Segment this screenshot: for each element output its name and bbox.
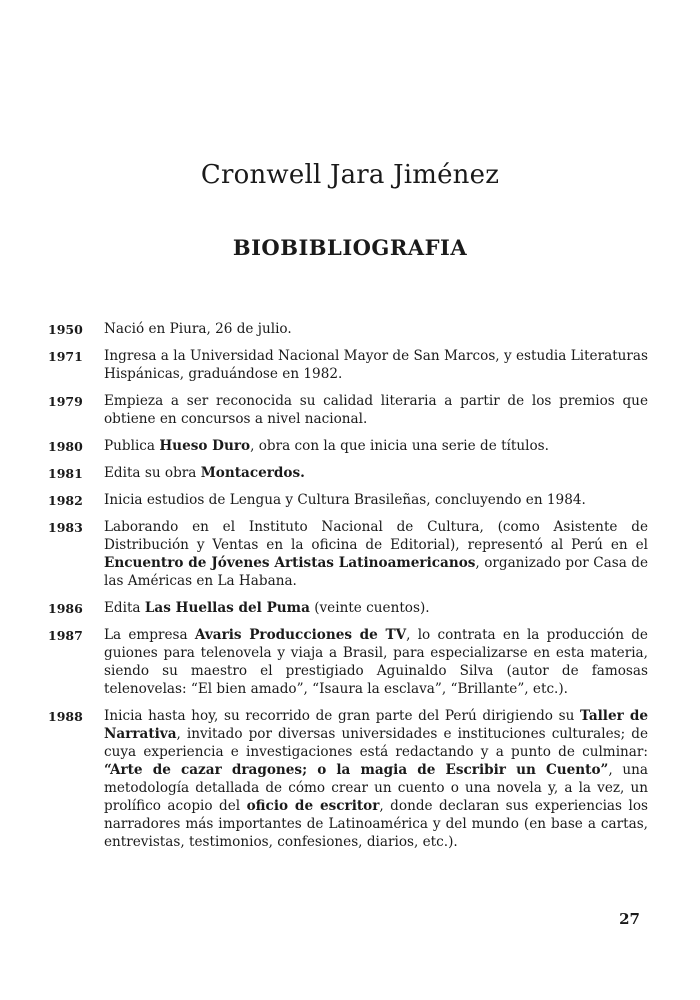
entry-year: 1950 — [48, 322, 83, 337]
entry-text-segment: La empresa — [104, 627, 195, 643]
entry-text-segment: Laborando en el Instituto Nacional de Cultura, (como Asistente de Distribución y Ventas en la oficina de Editorial), representó al Perú en el — [104, 519, 648, 553]
chronology-entry — [48, 320, 648, 338]
entry-text-segment: , obra con la que inicia una serie de títulos. — [250, 438, 549, 454]
entry-text-segment: Inicia estudios de Lengua y Cultura Brasileñas, concluyendo en 1984. — [104, 492, 586, 508]
entry-text — [104, 599, 648, 617]
entry-text — [104, 491, 648, 509]
entry-text-segment: Inicia hasta hoy, su recorrido de gran parte del Perú dirigiendo su — [104, 708, 581, 724]
entry-text — [104, 707, 648, 851]
page-number: 27 — [619, 910, 640, 928]
chronology-entry — [48, 491, 648, 509]
entry-year: 1987 — [48, 628, 83, 643]
entry-text-segment: Ingresa a la Universidad Nacional Mayor de San Marcos, y estudia Literaturas Hispánicas, graduándose en 1982. — [104, 348, 648, 382]
entry-text — [104, 320, 648, 338]
entry-title-bold: Taller de Narrativa — [104, 708, 648, 742]
entry-text-segment: Empieza a ser reconocida su calidad literaria a partir de los premios que obtiene en concursos a nivel nacional. — [104, 393, 648, 427]
entry-text-segment: Publica — [104, 438, 160, 454]
entry-year: 1979 — [48, 394, 83, 409]
section-heading: BIOBIBLIOGRAFIA — [232, 235, 468, 260]
chronology-entry — [48, 437, 648, 455]
entry-text-segment: , una metodología detallada de cómo crear un cuento o una novela y, a la vez, un prolífico acopio del — [104, 762, 648, 814]
entry-year: 1982 — [48, 493, 83, 508]
entry-text — [104, 464, 648, 482]
entry-title-bold: oficio de escritor — [246, 798, 380, 814]
chronology-entry — [48, 626, 648, 698]
entry-text-segment: , lo contrata en la producción de guiones para telenovela y viaja a Brasil, para especializarse en esta materia, siendo su maestro el prestigiado Aguinaldo Silva (autor de famosas telenovelas: “El bien amado”, “Isaura la esclava”, “Brillante”, etc.). — [104, 627, 648, 697]
chronology-list — [48, 320, 648, 860]
entry-text-segment: , organizado por Casa de las Américas en La Habana. — [104, 555, 648, 589]
chronology-entry — [48, 599, 648, 617]
entry-text-segment: Nació en Piura, 26 de julio. — [104, 321, 292, 337]
entry-text-segment: Edita su obra — [104, 465, 201, 481]
entry-text — [104, 437, 648, 455]
entry-year: 1981 — [48, 466, 83, 481]
entry-text-segment: Edita — [104, 600, 145, 616]
entry-title-bold: Encuentro de Jóvenes Artistas Latinoamericanos — [104, 555, 476, 571]
entry-text-segment: , invitado por diversas universidades e instituciones culturales; de cuya experiencia e investigaciones está redactando y a punto de culminar: — [104, 726, 648, 760]
entry-year: 1980 — [48, 439, 83, 454]
entry-title-bold: Avaris Producciones de TV — [194, 627, 407, 643]
entry-text-segment: , donde declaran sus experiencias los narradores más importantes de Latinoamérica y del mundo (en base a cartas, entrevistas, testimonios, confesiones, diarios, etc.). — [104, 798, 648, 850]
entry-text — [104, 518, 648, 590]
entry-year: 1988 — [48, 709, 83, 724]
entry-title-bold: Montacerdos. — [200, 465, 305, 481]
chronology-entry — [48, 518, 648, 590]
entry-title-bold: Las Huellas del Puma — [144, 600, 310, 616]
entry-text — [104, 392, 648, 428]
chronology-entry — [48, 392, 648, 428]
chronology-entry — [48, 707, 648, 851]
entry-text — [104, 626, 648, 698]
chronology-entry — [48, 347, 648, 383]
entry-year: 1971 — [48, 349, 83, 364]
entry-text — [104, 347, 648, 383]
entry-text-segment: (veinte cuentos). — [309, 600, 430, 616]
entry-year: 1983 — [48, 520, 83, 535]
chronology-entry — [48, 464, 648, 482]
author-name: Cronwell Jara Jiménez — [200, 160, 500, 190]
entry-title-bold: “Arte de cazar dragones; o la magia de Escribir un Cuento” — [104, 762, 609, 778]
entry-title-bold: Hueso Duro — [159, 438, 251, 454]
entry-year: 1986 — [48, 601, 83, 616]
